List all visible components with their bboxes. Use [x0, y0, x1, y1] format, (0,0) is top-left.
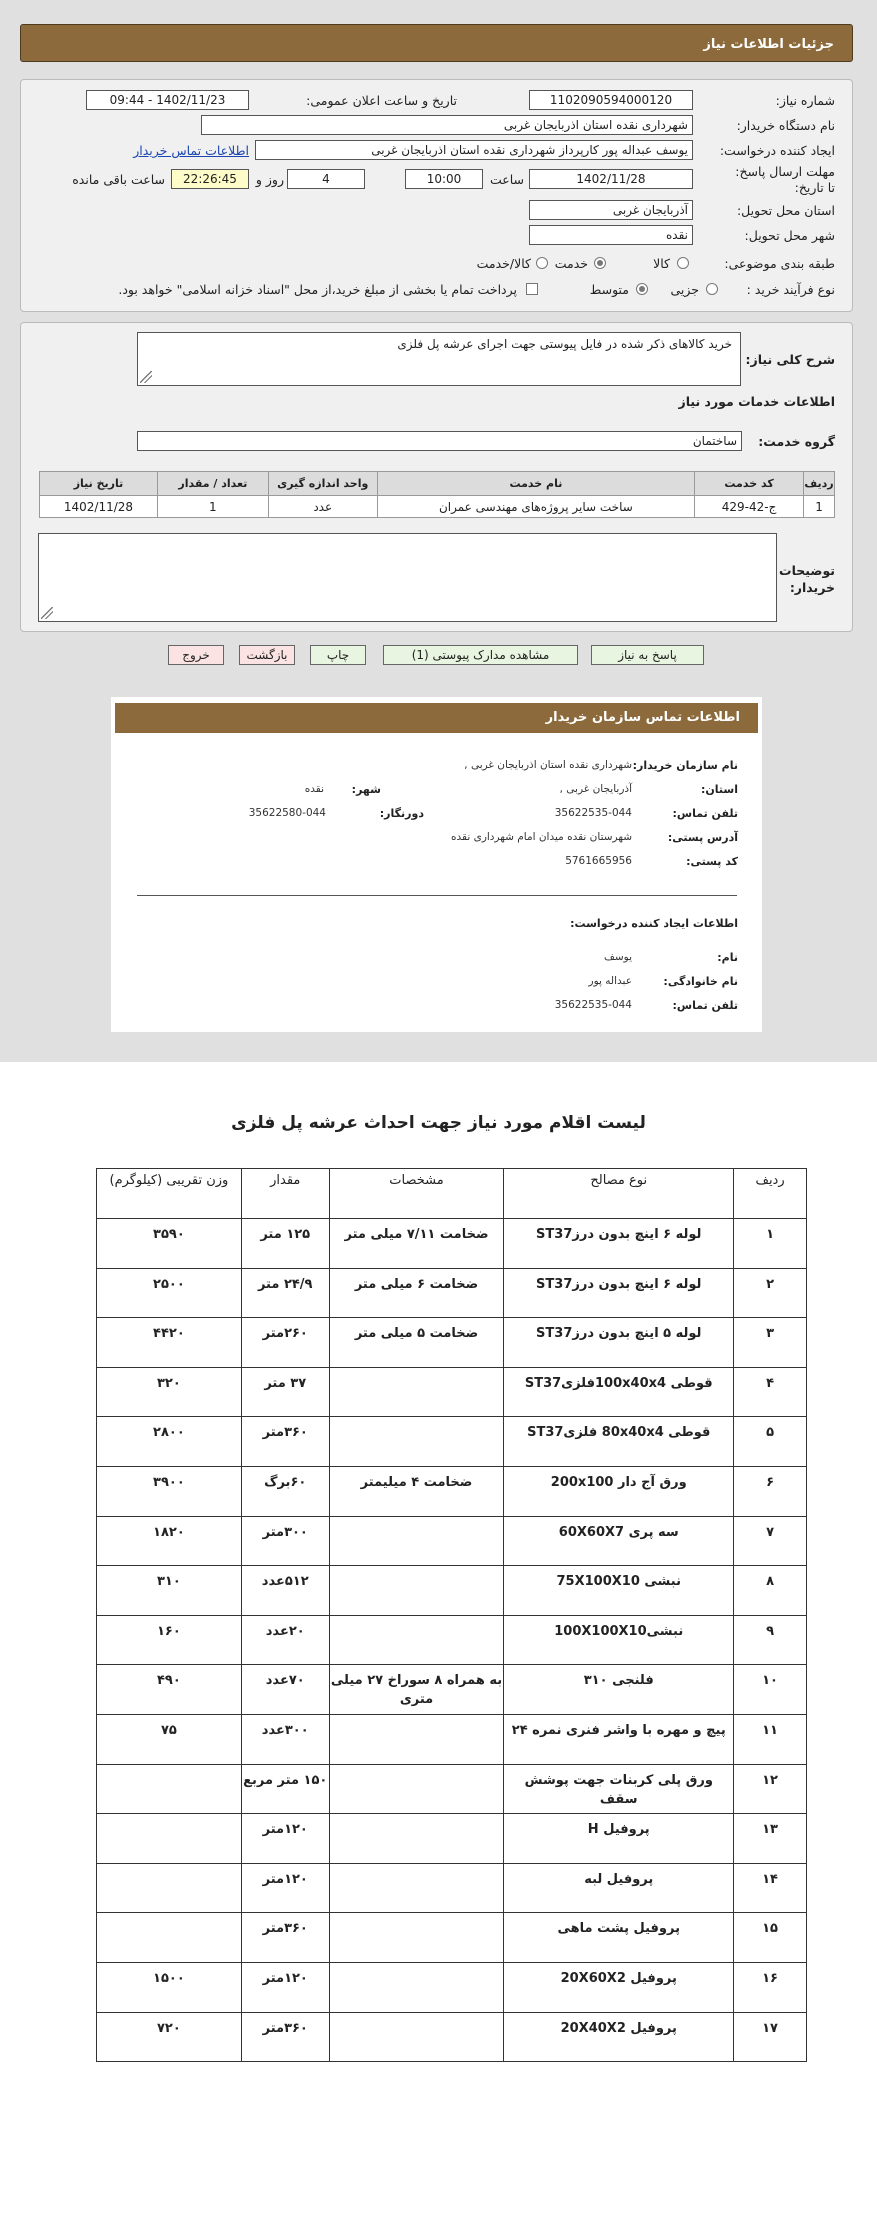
print-button[interactable]: چاپ [310, 645, 366, 665]
creator-field: یوسف عبداله پور کارپرداز شهرداری نقده استان اذربایجان غربی [255, 140, 693, 160]
buyer-org-field: شهرداری نقده استان اذربایجان غربی [201, 115, 693, 135]
exit-button[interactable]: خروج [168, 645, 224, 665]
cell-row-number: ۵ [734, 1417, 807, 1467]
province-label: استان: [701, 783, 738, 796]
category-service-label: خدمت [554, 256, 588, 271]
need-number-field: 1102090594000120 [529, 90, 693, 110]
phone-value: 35622535-044 [554, 807, 632, 819]
cell-weight: ۱۶۰ [97, 1615, 242, 1665]
cell-weight: ۱۵۰۰ [97, 1962, 242, 2012]
cell-amount: ۱۲۵ متر [241, 1219, 329, 1269]
table-row [40, 496, 835, 518]
cell-row-number: ۸ [734, 1566, 807, 1616]
cell-weight: ۳۹۰۰ [97, 1466, 242, 1516]
back-button[interactable]: بازگشت [239, 645, 295, 665]
cell-spec [329, 1714, 504, 1764]
cell-row-number: ۱ [734, 1219, 807, 1269]
table-row [97, 1268, 807, 1318]
service-group-field: ساختمان [137, 431, 742, 451]
cell-material: لوله ۶ اینچ بدون درزST37 [504, 1219, 734, 1269]
cell-row-number: ۱۴ [734, 1863, 807, 1913]
phone-label: تلفن تماس: [672, 807, 738, 820]
first-name-label: نام: [717, 951, 738, 964]
cell-row-number: ۷ [734, 1516, 807, 1566]
table-row [97, 1466, 807, 1516]
cell-unit: عدد [268, 496, 377, 518]
cell-weight [97, 1913, 242, 1963]
cell-material: فلنجی ۳۱۰ [504, 1665, 734, 1715]
province-field: آذربایجان غربی [529, 200, 693, 220]
cell-weight: ۱۸۲۰ [97, 1516, 242, 1566]
deadline-date-field: 1402/11/28 [529, 169, 693, 189]
cell-weight: ۳۲۰ [97, 1367, 242, 1417]
category-service-radio[interactable] [594, 257, 606, 269]
cell-weight: ۳۵۹۰ [97, 1219, 242, 1269]
cell-spec: ضخامت ۷/۱۱ میلی متر [329, 1219, 504, 1269]
process-label: نوع فرآیند خرید : [746, 282, 835, 297]
cell-spec [329, 1962, 504, 2012]
cell-amount: ۲۶۰متر [241, 1318, 329, 1368]
cell-row-number: ۱۵ [734, 1913, 807, 1963]
summary-label: شرح کلی نیاز: [745, 352, 835, 367]
table-row [97, 1814, 807, 1864]
treasury-payment-note: پرداخت تمام یا بخشی از مبلغ خرید،از محل "اسناد خزانه اسلامی" خواهد بود. [118, 282, 517, 297]
remaining-time-field: 22:26:45 [171, 169, 249, 189]
cell-material: سه پری 60X60X7 [504, 1516, 734, 1566]
col-header: ردیف [804, 472, 835, 496]
col-header: تعداد / مقدار [157, 472, 268, 496]
days-field: 4 [287, 169, 365, 189]
buyer-org-label: نام دستگاه خریدار: [736, 118, 835, 133]
cell-weight: ۲۸۰۰ [97, 1417, 242, 1467]
cell-material: نبشی100X100X10 [504, 1615, 734, 1665]
service-group-label: گروه خدمت: [758, 434, 835, 449]
deadline-time-field: 10:00 [405, 169, 483, 189]
resize-grip-icon[interactable] [41, 607, 53, 619]
cell-material: قوطی 100x40x4فلزیST37 [504, 1367, 734, 1417]
creator-label: ایجاد کننده درخواست: [719, 143, 835, 158]
org-label: نام سازمان خریدار: [632, 759, 738, 772]
table-row [97, 1665, 807, 1715]
cell-material: پروفیل H [504, 1814, 734, 1864]
cell-material: پروفیل 20X60X2 [504, 1962, 734, 2012]
cell-amount: ۱۵۰ متر مربع [241, 1764, 329, 1814]
cell-service-name: ساخت سایر پروژه‌های مهندسی عمران [377, 496, 694, 518]
items-list-title: لیست اقلام مورد نیاز جهت احداث عرشه پل فلزی [231, 1113, 646, 1133]
table-row [97, 1219, 807, 1269]
cell-weight [97, 1814, 242, 1864]
process-partial-radio[interactable] [706, 283, 718, 295]
first-name-value: یوسف [603, 951, 632, 963]
cell-weight [97, 1863, 242, 1913]
days-label: روز و [255, 172, 284, 187]
col-header: نام خدمت [377, 472, 694, 496]
table-row [97, 1615, 807, 1665]
cell-row-number: 1 [804, 496, 835, 518]
divider [137, 895, 737, 896]
cell-amount: ۲۰عدد [241, 1615, 329, 1665]
cell-amount: ۲۴/۹ متر [241, 1268, 329, 1318]
cell-amount: ۱۲۰متر [241, 1863, 329, 1913]
cell-spec [329, 1367, 504, 1417]
creator-heading: اطلاعات ایجاد کننده درخواست: [570, 917, 738, 930]
cell-spec: به همراه ۸ سوراخ ۲۷ میلی متری [329, 1665, 504, 1715]
cell-row-number: ۱۲ [734, 1764, 807, 1814]
cell-row-number: ۹ [734, 1615, 807, 1665]
cell-row-number: ۶ [734, 1466, 807, 1516]
cell-amount: ۷۰عدد [241, 1665, 329, 1715]
category-goods-radio[interactable] [677, 257, 689, 269]
reply-button[interactable]: پاسخ به نیاز [591, 645, 704, 665]
city-label: شهر: [351, 783, 381, 796]
cell-material: قوطی 80x40x4 فلزیST37 [504, 1417, 734, 1467]
cell-weight: ۴۹۰ [97, 1665, 242, 1715]
col-header: مشخصات [329, 1169, 504, 1219]
cell-spec [329, 1863, 504, 1913]
cell-weight: ۲۵۰۰ [97, 1268, 242, 1318]
remaining-label: ساعت باقی مانده [72, 172, 165, 187]
page-title: جزئیات اطلاعات نیاز [703, 37, 834, 52]
cell-amount: ۳۶۰متر [241, 1417, 329, 1467]
cell-amount: ۳۷ متر [241, 1367, 329, 1417]
cell-need-date: 1402/11/28 [40, 496, 158, 518]
cell-spec [329, 2012, 504, 2062]
last-name-label: نام خانوادگی: [663, 975, 738, 988]
cell-material: پروفیل 20X40X2 [504, 2012, 734, 2062]
table-row [97, 2012, 807, 2062]
cell-amount: ۱۲۰متر [241, 1814, 329, 1864]
postal-label: کد پستی: [686, 855, 738, 868]
announce-label: تاریخ و ساعت اعلان عمومی: [306, 93, 457, 108]
cell-weight: ۷۲۰ [97, 2012, 242, 2062]
cell-material: پروفیل پشت ماهی [504, 1913, 734, 1963]
announce-field: 1402/11/23 - 09:44 [86, 90, 249, 110]
cell-row-number: ۱۰ [734, 1665, 807, 1715]
buyer-notes-textarea[interactable] [38, 533, 777, 622]
cell-row-number: ۴ [734, 1367, 807, 1417]
org-value: شهرداری نقده استان اذربایجان غربی , [464, 759, 632, 771]
creator-phone-value: 35622535-044 [554, 999, 632, 1011]
cell-spec: ضخامت ۵ میلی متر [329, 1318, 504, 1368]
summary-text: خرید کالاهای ذکر شده در فایل پیوستی جهت اجرای عرشه پل فلزی [397, 337, 732, 351]
cell-row-number: ۲ [734, 1268, 807, 1318]
cell-spec: ضخامت ۴ میلیمتر [329, 1466, 504, 1516]
table-row [97, 1417, 807, 1467]
table-row [97, 1566, 807, 1616]
cell-material: لوله ۶ اینچ بدون درزST37 [504, 1268, 734, 1318]
page-header [20, 24, 853, 62]
process-partial-label: جزیی [670, 282, 699, 297]
cell-weight: ۷۵ [97, 1714, 242, 1764]
cell-row-number: ۱۶ [734, 1962, 807, 2012]
col-header: وزن تقریبی (کیلوگرم) [97, 1169, 242, 1219]
cell-amount: ۳۶۰متر [241, 1913, 329, 1963]
services-heading: اطلاعات خدمات مورد نیاز [678, 394, 835, 409]
cell-spec [329, 1913, 504, 1963]
cell-spec [329, 1566, 504, 1616]
cell-weight: ۴۴۲۰ [97, 1318, 242, 1368]
category-both-radio[interactable] [536, 257, 548, 269]
treasury-payment-checkbox[interactable] [526, 283, 538, 295]
table-row [97, 1714, 807, 1764]
city-label: شهر محل تحویل: [744, 228, 835, 243]
cell-amount: ۵۱۲عدد [241, 1566, 329, 1616]
cell-amount: ۱۲۰متر [241, 1962, 329, 2012]
col-header: واحد اندازه گیری [268, 472, 377, 496]
buyer-contact-card [111, 697, 762, 1032]
province-value: آذربایجان غربی , [559, 783, 632, 795]
col-header: کد خدمت [695, 472, 804, 496]
city-field: نقده [529, 225, 693, 245]
cell-row-number: ۱۷ [734, 2012, 807, 2062]
contact-card-title: اطلاعات تماس سازمان خریدار [115, 703, 758, 733]
cell-material: لوله ۵ اینچ بدون درزST37 [504, 1318, 734, 1368]
items-list-table [96, 1168, 807, 2062]
cell-material: پیچ و مهره با واشر فنری نمره ۲۴ [504, 1714, 734, 1764]
resize-grip-icon[interactable] [140, 371, 152, 383]
table-row [97, 1913, 807, 1963]
cell-amount: ۳۰۰عدد [241, 1714, 329, 1764]
cell-weight: ۳۱۰ [97, 1566, 242, 1616]
category-label: طبقه بندی موضوعی: [724, 256, 835, 271]
table-row [97, 1367, 807, 1417]
category-goods-label: کالا [653, 256, 670, 271]
address-label: آدرس پستی: [667, 831, 738, 844]
cell-spec [329, 1516, 504, 1566]
col-header: تاریخ نیاز [40, 472, 158, 496]
buyer-notes-label: توضیحات خریدار: [779, 563, 835, 595]
deadline-label: مهلت ارسال پاسخ: تا تاریخ: [735, 164, 835, 195]
cell-amount: ۳۶۰متر [241, 2012, 329, 2062]
need-number-label: شماره نیاز: [775, 93, 835, 108]
cell-material: نبشی 75X100X10 [504, 1566, 734, 1616]
process-medium-label: متوسط [589, 282, 629, 297]
cell-spec [329, 1814, 504, 1864]
cell-material: ورق آج دار 200x100 [504, 1466, 734, 1516]
fax-label: دورنگار: [379, 807, 424, 820]
city-value: نقده [304, 783, 324, 795]
cell-spec [329, 1615, 504, 1665]
table-row [97, 1962, 807, 2012]
cell-spec: ضخامت ۶ میلی متر [329, 1268, 504, 1318]
time-label: ساعت [489, 172, 524, 187]
cell-service-code: ج-42-429 [695, 496, 804, 518]
cell-weight [97, 1764, 242, 1814]
cell-row-number: ۱۳ [734, 1814, 807, 1864]
postal-value: 5761665956 [565, 855, 632, 867]
table-row [97, 1764, 807, 1814]
col-header: ردیف [734, 1169, 807, 1219]
col-header: نوع مصالح [504, 1169, 734, 1219]
cell-row-number: ۳ [734, 1318, 807, 1368]
category-both-label: کالا/خدمت [476, 256, 531, 271]
process-medium-radio[interactable] [636, 283, 648, 295]
table-row [97, 1863, 807, 1913]
province-label: استان محل تحویل: [736, 203, 835, 218]
cell-spec [329, 1417, 504, 1467]
table-row [97, 1318, 807, 1368]
cell-material: پروفیل لبه [504, 1863, 734, 1913]
col-header: مقدار [241, 1169, 329, 1219]
last-name-value: عبداله پور [588, 975, 632, 987]
summary-textarea[interactable] [137, 332, 741, 386]
view-documents-button[interactable]: مشاهده مدارک پیوستی (1) [383, 645, 578, 665]
table-row [97, 1516, 807, 1566]
creator-phone-label: تلفن تماس: [672, 999, 738, 1012]
cell-spec [329, 1764, 504, 1814]
cell-material: ورق پلی کربنات جهت پوشش سقف [504, 1764, 734, 1814]
cell-amount: ۶۰برگ [241, 1466, 329, 1516]
address-value: شهرستان نقده میدان امام شهرداری نقده [451, 831, 632, 843]
cell-quantity: 1 [157, 496, 268, 518]
services-table [39, 471, 835, 518]
fax-value: 35622580-044 [248, 807, 326, 819]
buyer-contact-link[interactable]: اطلاعات تماس خریدار [133, 143, 249, 158]
cell-row-number: ۱۱ [734, 1714, 807, 1764]
cell-amount: ۳۰۰متر [241, 1516, 329, 1566]
